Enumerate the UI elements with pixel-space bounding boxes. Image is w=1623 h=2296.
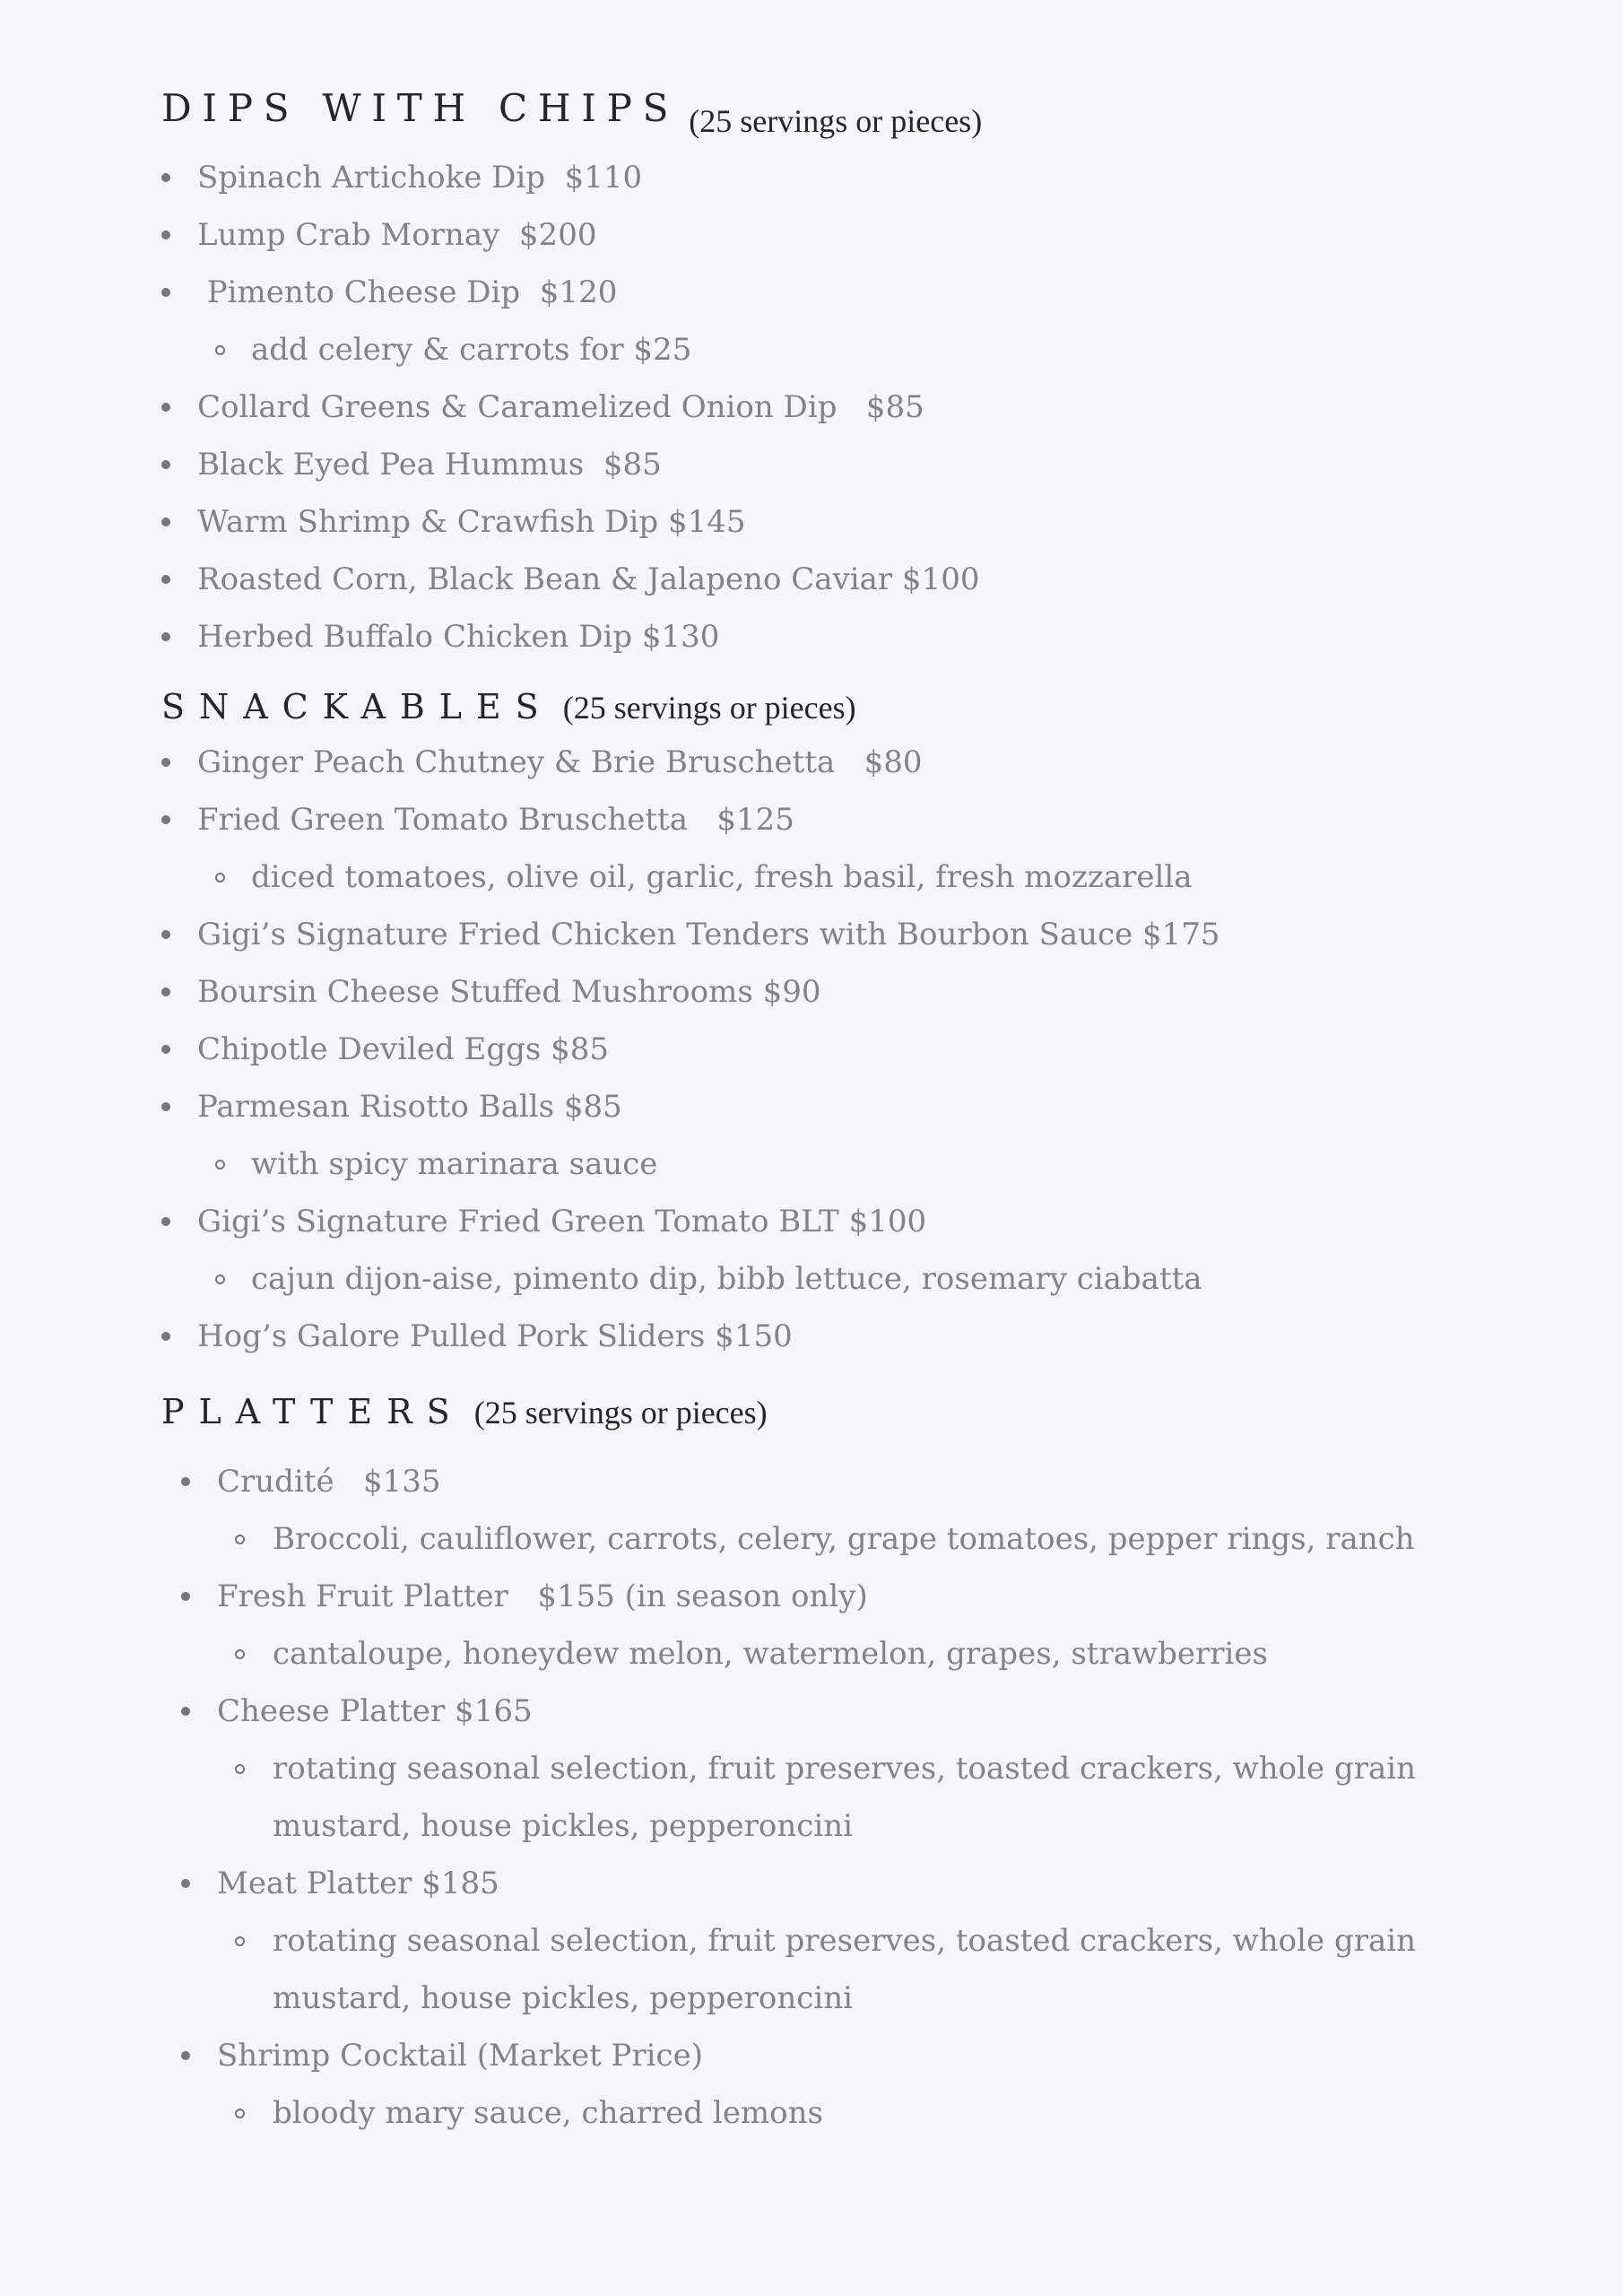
item-text: Black Eyed Pea Hummus $85	[197, 447, 662, 483]
sub-list-item	[161, 1625, 1435, 1683]
item-text: Fresh Fruit Platter $155 (in season only)	[217, 1578, 868, 1614]
list-item	[161, 206, 979, 264]
section-heading	[161, 687, 856, 726]
item-text: Cheese Platter $165	[217, 1693, 533, 1729]
bullet-icon	[181, 2051, 190, 2060]
section-heading	[161, 1392, 768, 1431]
hollow-bullet-icon	[215, 1274, 225, 1284]
item-text: Herbed Buffalo Chicken Dip $130	[197, 619, 720, 655]
bullet-icon	[161, 575, 170, 584]
item-text: Ginger Peach Chutney & Brie Bruschetta $80	[197, 744, 923, 780]
section-heading	[161, 86, 983, 139]
list-item	[161, 1193, 1220, 1250]
bullet-icon	[181, 1477, 190, 1486]
sub-list-item	[161, 1250, 1220, 1308]
item-text: Pimento Cheese Dip $120	[197, 274, 618, 310]
hollow-bullet-icon	[215, 345, 225, 355]
list-item	[161, 963, 1220, 1021]
list-item	[161, 1078, 1220, 1135]
bullet-icon	[161, 1045, 170, 1054]
item-text: cantaloupe, honeydew melon, watermelon, grapes, strawberries	[273, 1636, 1268, 1672]
sub-list-item	[161, 848, 1220, 906]
item-text: Chipotle Deviled Eggs $85	[197, 1031, 610, 1067]
bullet-icon	[161, 758, 170, 767]
item-text: rotating seasonal selection, fruit preserves, toasted crackers, whole grain mustard, house pickles, pepperoncini	[273, 1923, 1417, 2016]
item-text: Collard Greens & Caramelized Onion Dip $85	[197, 389, 924, 425]
list-item	[161, 378, 979, 436]
item-list	[161, 1453, 1435, 2142]
bullet-icon	[181, 1879, 190, 1888]
list-item	[161, 791, 1220, 848]
bullet-icon	[161, 288, 170, 297]
list-item	[161, 149, 979, 206]
hollow-bullet-icon	[235, 1764, 245, 1774]
item-text: add celery & carrots for $25	[251, 332, 692, 368]
hollow-bullet-icon	[235, 1535, 245, 1544]
bullet-icon	[161, 632, 170, 641]
item-text: Hog’s Galore Pulled Pork Sliders $150	[197, 1318, 793, 1354]
bullet-icon	[161, 173, 170, 182]
item-text: Broccoli, cauliflower, carrots, celery, grape tomatoes, pepper rings, ranch	[273, 1521, 1415, 1557]
item-text: cajun dijon-aise, pimento dip, bibb lettuce, rosemary ciabatta	[251, 1261, 1202, 1297]
sub-list-item	[161, 1740, 1435, 1855]
sub-list-item	[161, 2084, 1435, 2142]
bullet-icon	[161, 1102, 170, 1111]
item-list	[161, 149, 979, 665]
hollow-bullet-icon	[235, 1936, 245, 1946]
section-note: (25 servings or pieces)	[689, 103, 983, 139]
item-text: diced tomatoes, olive oil, garlic, fresh basil, fresh mozzarella	[251, 859, 1193, 895]
list-item	[161, 1308, 1220, 1365]
bullet-icon	[181, 1707, 190, 1716]
item-text: Parmesan Risotto Balls $85	[197, 1089, 622, 1125]
bullet-icon	[181, 1592, 190, 1601]
list-item	[161, 264, 979, 321]
item-text: Meat Platter $185	[217, 1866, 499, 1901]
bullet-icon	[161, 1332, 170, 1341]
list-item	[161, 1568, 1435, 1625]
item-text: with spicy marinara sauce	[251, 1146, 658, 1182]
section-note: (25 servings or pieces)	[473, 1395, 768, 1431]
bullet-icon	[161, 930, 170, 939]
section-title: SNACKABLES	[161, 687, 553, 726]
item-text: Warm Shrimp & Crawfish Dip $145	[197, 504, 746, 540]
item-text: Roasted Corn, Black Bean & Jalapeno Caviar $100	[197, 561, 980, 597]
bullet-icon	[161, 1217, 170, 1226]
item-text: rotating seasonal selection, fruit preserves, toasted crackers, whole grain mustard, house pickles, pepperoncini	[273, 1751, 1417, 1844]
item-list	[161, 734, 1220, 1365]
hollow-bullet-icon	[215, 873, 225, 883]
list-item	[161, 2027, 1435, 2084]
list-item	[161, 493, 979, 551]
list-item	[161, 608, 979, 665]
item-text: Gigi’s Signature Fried Green Tomato BLT $100	[197, 1204, 927, 1239]
bullet-icon	[161, 815, 170, 824]
bullet-icon	[161, 517, 170, 526]
item-text: Shrimp Cocktail (Market Price)	[217, 2038, 703, 2074]
bullet-icon	[161, 987, 170, 996]
list-item	[161, 1021, 1220, 1078]
list-item	[161, 906, 1220, 963]
list-item	[161, 1855, 1435, 1912]
section-note: (25 servings or pieces)	[562, 690, 856, 726]
item-text: Spinach Artichoke Dip $110	[197, 160, 643, 196]
item-text: Fried Green Tomato Bruschetta $125	[197, 802, 794, 838]
item-text: Boursin Cheese Stuffed Mushrooms $90	[197, 974, 821, 1010]
sub-list-item	[161, 1510, 1435, 1568]
list-item	[161, 436, 979, 493]
section-title: PLATTERS	[161, 1392, 464, 1431]
item-text: Gigi’s Signature Fried Chicken Tenders with Bourbon Sauce $175	[197, 917, 1220, 952]
list-item	[161, 734, 1220, 791]
sub-list-item	[161, 321, 979, 378]
item-text: bloody mary sauce, charred lemons	[273, 2095, 823, 2131]
bullet-icon	[161, 230, 170, 239]
bullet-icon	[161, 460, 170, 469]
list-item	[161, 1683, 1435, 1740]
sub-list-item	[161, 1135, 1220, 1193]
item-text: Lump Crab Mornay $200	[197, 217, 597, 253]
section-title: DIPS WITH CHIPS	[161, 86, 680, 130]
hollow-bullet-icon	[235, 2109, 245, 2118]
item-text: Crudité $135	[217, 1464, 441, 1500]
bullet-icon	[161, 403, 170, 412]
list-item	[161, 1453, 1435, 1510]
sub-list-item	[161, 1912, 1435, 2027]
hollow-bullet-icon	[235, 1649, 245, 1659]
list-item	[161, 551, 979, 608]
hollow-bullet-icon	[215, 1160, 225, 1170]
